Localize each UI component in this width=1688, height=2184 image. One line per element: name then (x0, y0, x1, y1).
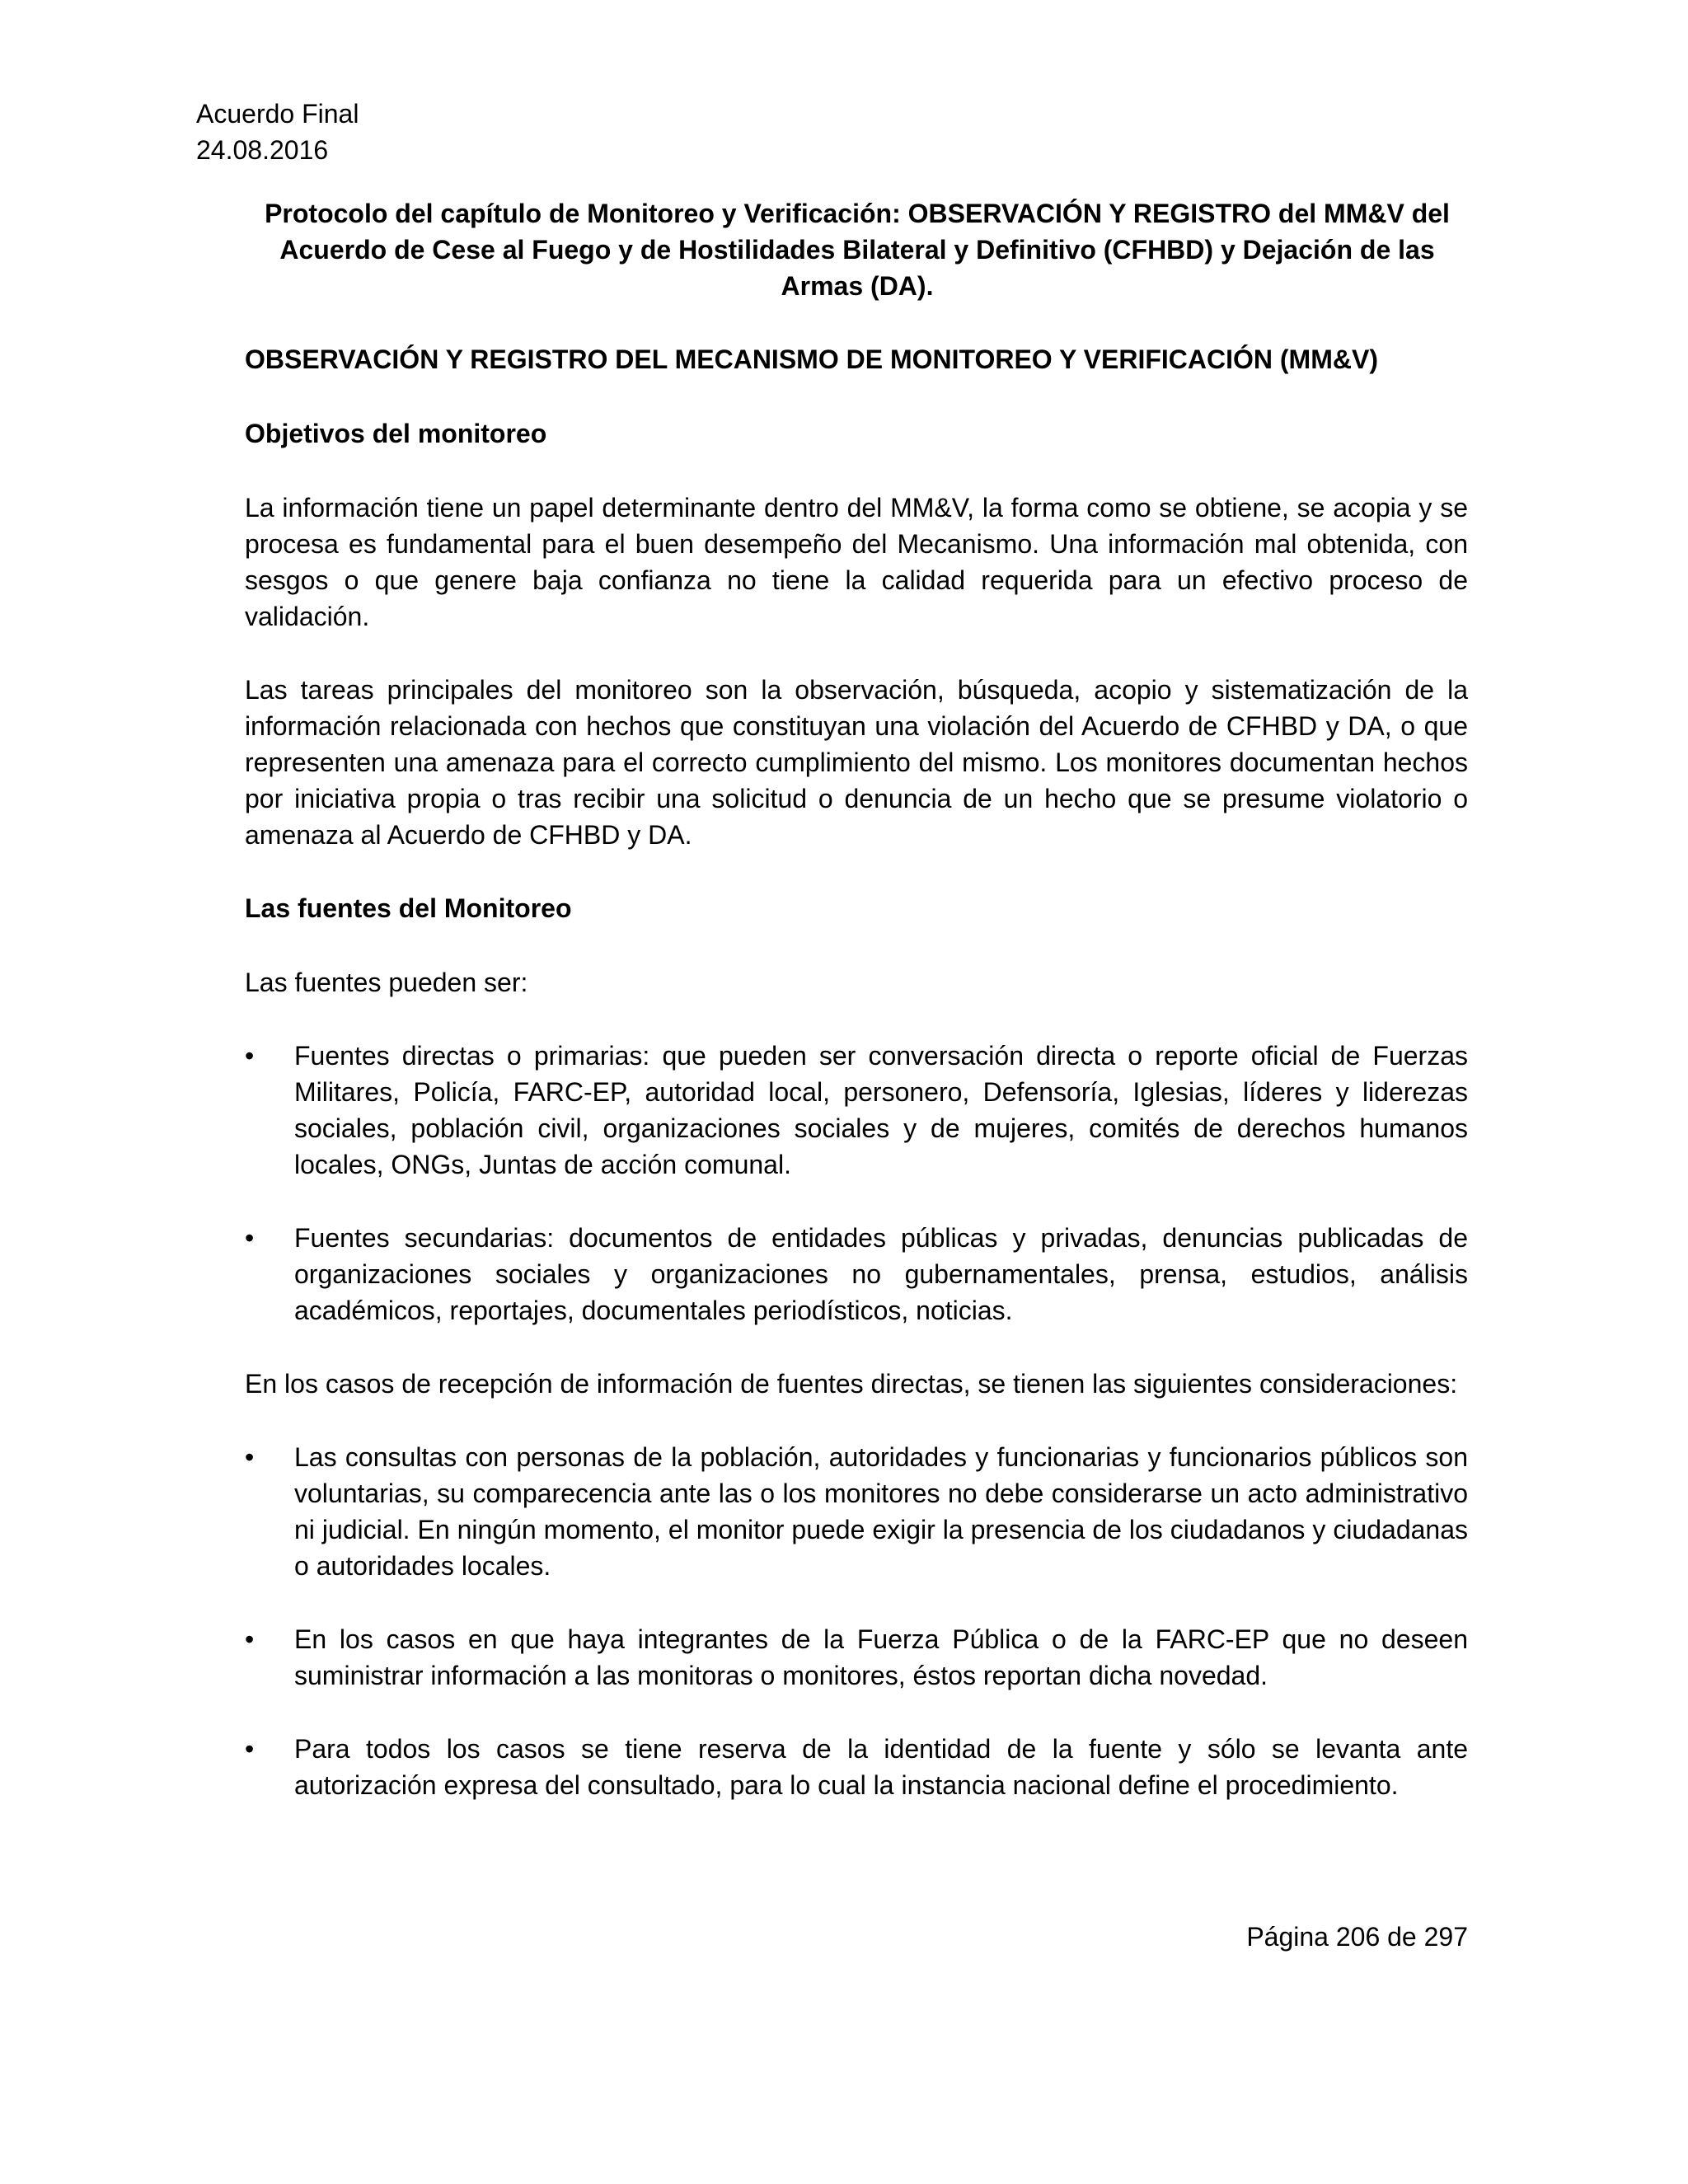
list-item-text: Fuentes secundarias: documentos de entidades públicas y privadas, denuncias publicadas de organizaciones sociales y organizaciones no gubernamentales, prensa, estudios, análisis académicos, reportajes, documentales periodísticos, noticias. (294, 1223, 1468, 1325)
document-header (196, 96, 359, 168)
document-date: 24.08.2016 (196, 135, 329, 165)
objectives-paragraph: Las tareas principales del monitoreo son la observación, búsqueda, acopio y sistematización de la información relacionada con hechos que constituyan una violación del Acuerdo de CFHBD y DA, o que representen una amenaza para el correcto cumplimiento del mismo. Los monitores documentan hechos por iniciativa propia o tras recibir una solicitud o denuncia de un hecho que se presume violatorio o amenaza al Acuerdo de CFHBD y DA. (245, 675, 1468, 850)
objectives-heading: Objetivos del monitoreo (245, 419, 547, 448)
bullet-icon: • (245, 1734, 255, 1764)
page-number: Página 206 de 297 (1246, 1922, 1468, 1952)
document-body (245, 341, 1468, 1840)
list-item (245, 1220, 1468, 1329)
list-item-text: Para todos los casos se tiene reserva de la identidad de la fuente y sólo se levanta ante autorización expresa del consultado, para lo cual la instancia nacional define el procedimiento. (294, 1734, 1468, 1800)
section-heading: OBSERVACIÓN Y REGISTRO DEL MECANISMO DE MONITOREO Y VERIFICACIÓN (MM&V) (245, 344, 1378, 374)
list-item-text: En los casos en que haya integrantes de la Fuerza Pública o de la FARC-EP que no deseen suministrar información a las monitoras o monitores, éstos reportan dicha novedad. (294, 1624, 1468, 1690)
list-item (245, 1731, 1468, 1803)
list-item (245, 1621, 1468, 1694)
objectives-paragraph: La información tiene un papel determinante dentro del MM&V, la forma como se obtiene, se acopia y se procesa es fundamental para el buen desempeño del Mecanismo. Una información mal obtenida, con sesgos o que genere baja confianza no tiene la calidad requerida para un efectivo proceso de validación. (245, 493, 1468, 631)
sources-list (245, 1038, 1468, 1329)
sources-intro: Las fuentes pueden ser: (245, 968, 528, 997)
list-item-text: Fuentes directas o primarias: que pueden ser conversación directa o reporte oficial de Fuerzas Militares, Policía, FARC-EP, autoridad local, personero, Defensoría, Iglesias, líderes y liderezas sociales, población civil, organizaciones sociales y de mujeres, comités de derechos humanos locales, ONGs, Juntas de acción comunal. (294, 1041, 1468, 1179)
bullet-icon: • (245, 1041, 255, 1071)
considerations-intro: En los casos de recepción de información de fuentes directas, se tienen las siguientes consideraciones: (245, 1369, 1458, 1399)
considerations-list (245, 1439, 1468, 1803)
list-item (245, 1038, 1468, 1183)
bullet-icon: • (245, 1442, 255, 1472)
bullet-icon: • (245, 1223, 255, 1253)
bullet-icon: • (245, 1624, 255, 1654)
list-item (245, 1439, 1468, 1584)
list-item-text: Las consultas con personas de la población, autoridades y funcionarias y funcionarios públicos son voluntarias, su comparecencia ante las o los monitores no debe considerarse un acto administrativo ni judicial. En ningún momento, el monitor puede exigir la presencia de los ciudadanos y ciudadanas o autoridades locales. (294, 1442, 1468, 1581)
sources-heading: Las fuentes del Monitoreo (245, 893, 572, 923)
document-name: Acuerdo Final (196, 99, 359, 129)
document-title: Protocolo del capítulo de Monitoreo y Verificación: OBSERVACIÓN Y REGISTRO del MM&V del Acuerdo de Cese al Fuego y de Hostilidades Bilateral y Definitivo (CFHBD) y Dejación de las Armas (DA). (265, 199, 1450, 301)
